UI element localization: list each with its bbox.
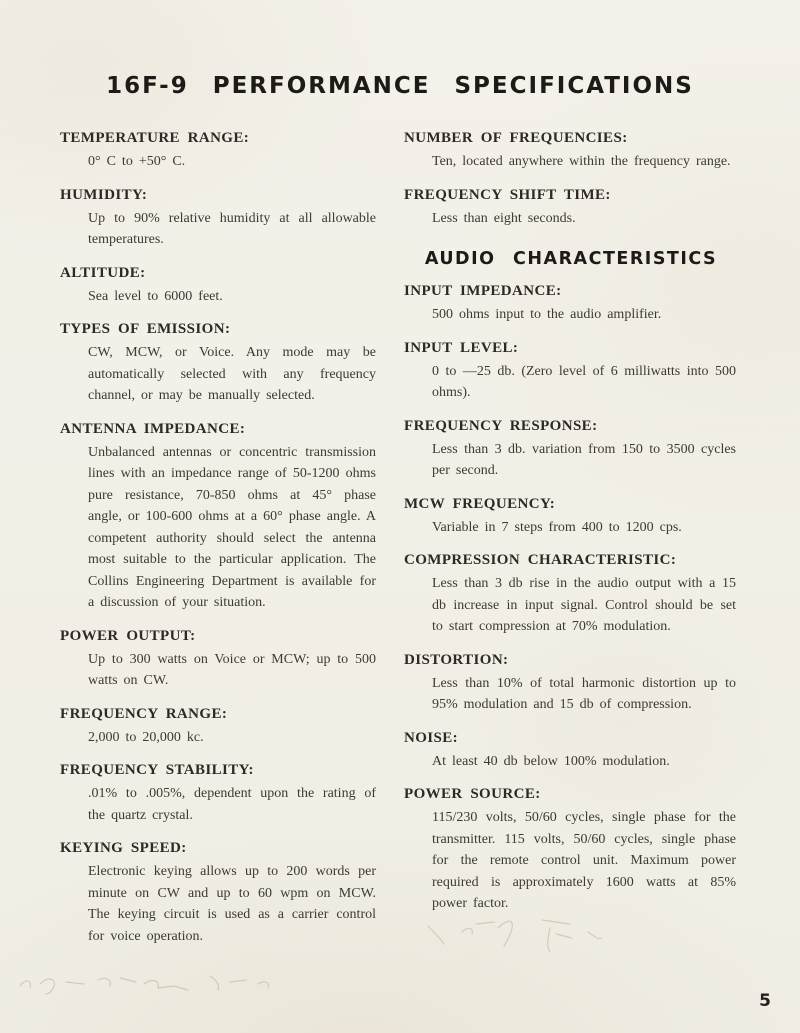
spec-section [60, 264, 378, 308]
left-column [60, 129, 378, 947]
spec-heading: NUMBER OF FREQUENCIES: [404, 130, 628, 146]
spec-heading: DISTORTION: [404, 651, 509, 668]
spec-section [404, 651, 738, 716]
spec-heading: COMPRESSION CHARACTERISTIC: [404, 552, 677, 568]
spec-section [60, 186, 378, 251]
audio-characteristics-heading: AUDIO CHARACTERISTICS [424, 249, 718, 269]
spec-body: 500 ohms input to the audio amplifier. [432, 307, 662, 322]
spec-section [404, 129, 738, 173]
spec-section [60, 839, 378, 947]
spec-section [404, 282, 738, 326]
spec-heading: TYPES OF EMISSION: [60, 321, 231, 337]
spec-body: 0° C to +50° C. [88, 154, 186, 169]
spec-heading: TEMPERATURE RANGE: [60, 130, 250, 146]
spec-section [60, 627, 378, 692]
spec-body: Sea level to 6000 feet. [88, 288, 223, 304]
spec-heading: ANTENNA IMPEDANCE: [60, 420, 246, 437]
spec-body: .01% to .005%, dependent upon the rating of the quartz crystal. [88, 786, 376, 823]
page-title: 16F-9 PERFORMANCE SPECIFICATIONS [106, 73, 694, 99]
spec-body: Electronic keying allows up to 200 words per minute on CW and up to 60 wpm on MCW. The keying circuit is used as a carrier control for voice operation. [88, 864, 376, 944]
right-column [404, 129, 738, 947]
pencil-scribble-mark [14, 968, 304, 1008]
spec-section [404, 339, 738, 404]
page-number: 5 [759, 991, 771, 1011]
spec-heading: FREQUENCY RANGE: [60, 705, 228, 722]
spec-section [60, 129, 378, 173]
spec-body: Less than 3 db. variation from 150 to 3500 cycles per second. [432, 441, 736, 478]
spec-heading: HUMIDITY: [60, 186, 148, 203]
spec-body: Less than 10% of total harmonic distortion up to 95% modulation and 15 db of compression. [432, 675, 736, 712]
spec-body: Less than 3 db rise in the audio output with a 15 db increase in input signal. Control should be set to start compression at 70% modulation. [432, 576, 736, 634]
spec-heading: INPUT LEVEL: [404, 339, 519, 356]
spec-heading: FREQUENCY RESPONSE: [404, 417, 598, 434]
spec-body: Up to 90% relative humidity at all allowable temperatures. [88, 210, 376, 247]
spec-body: CW, MCW, or Voice. Any mode may be automatically selected with any frequency channel, or may be manually selected. [88, 345, 376, 403]
spec-body: Unbalanced antennas or concentric transmission lines with an impedance range of 50-1200 ohms pure resistance, 70-850 ohms at 45° phase angle, or 100-600 ohms at a 60° phase angle. A competent authority should select the antenna most suitable to the particular application. The Collins Engineering Department is available for a discussion of your situation. [88, 444, 376, 610]
spec-body: Ten, located anywhere within the frequency range. [432, 154, 731, 169]
spec-body: 0 to —25 db. (Zero level of 6 milliwatts into 500 ohms). [432, 363, 736, 400]
spec-heading: POWER SOURCE: [404, 786, 541, 802]
spec-body: 2,000 to 20,000 kc. [88, 729, 204, 745]
spec-heading: MCW FREQUENCY: [404, 495, 556, 512]
spec-section [60, 761, 378, 826]
spec-body: Less than eight seconds. [432, 210, 576, 226]
spec-heading: POWER OUTPUT: [60, 627, 196, 644]
spec-body: Up to 300 watts on Voice or MCW; up to 500 watts on CW. [88, 651, 376, 688]
spec-section [60, 705, 378, 749]
spec-columns [0, 99, 800, 947]
right-column-top-sections [404, 129, 738, 229]
spec-body: At least 40 db below 100% modulation. [432, 753, 670, 769]
spec-section [404, 785, 738, 915]
spec-section [404, 495, 738, 539]
spec-heading: NOISE: [404, 729, 459, 746]
spec-heading: ALTITUDE: [60, 264, 146, 281]
spec-heading: KEYING SPEED: [60, 840, 187, 856]
spec-heading: FREQUENCY STABILITY: [60, 762, 254, 778]
right-column-audio-sections [404, 282, 738, 915]
spec-section [60, 420, 378, 614]
left-column-sections [60, 129, 378, 947]
spec-section [404, 551, 738, 638]
spec-section [404, 729, 738, 773]
spec-section [404, 417, 738, 482]
spec-heading: FREQUENCY SHIFT TIME: [404, 186, 611, 203]
spec-section [404, 186, 738, 230]
spec-body: Variable in 7 steps from 400 to 1200 cps. [432, 519, 682, 535]
spec-section [60, 320, 378, 407]
spec-heading: INPUT IMPEDANCE: [404, 283, 562, 299]
spec-body: 115/230 volts, 50/60 cycles, single phase for the transmitter. 115 volts, 50/60 cycles, single phase for the remote control unit. Maximum power required is approximately 1600 watts at 85% power factor. [432, 810, 736, 911]
